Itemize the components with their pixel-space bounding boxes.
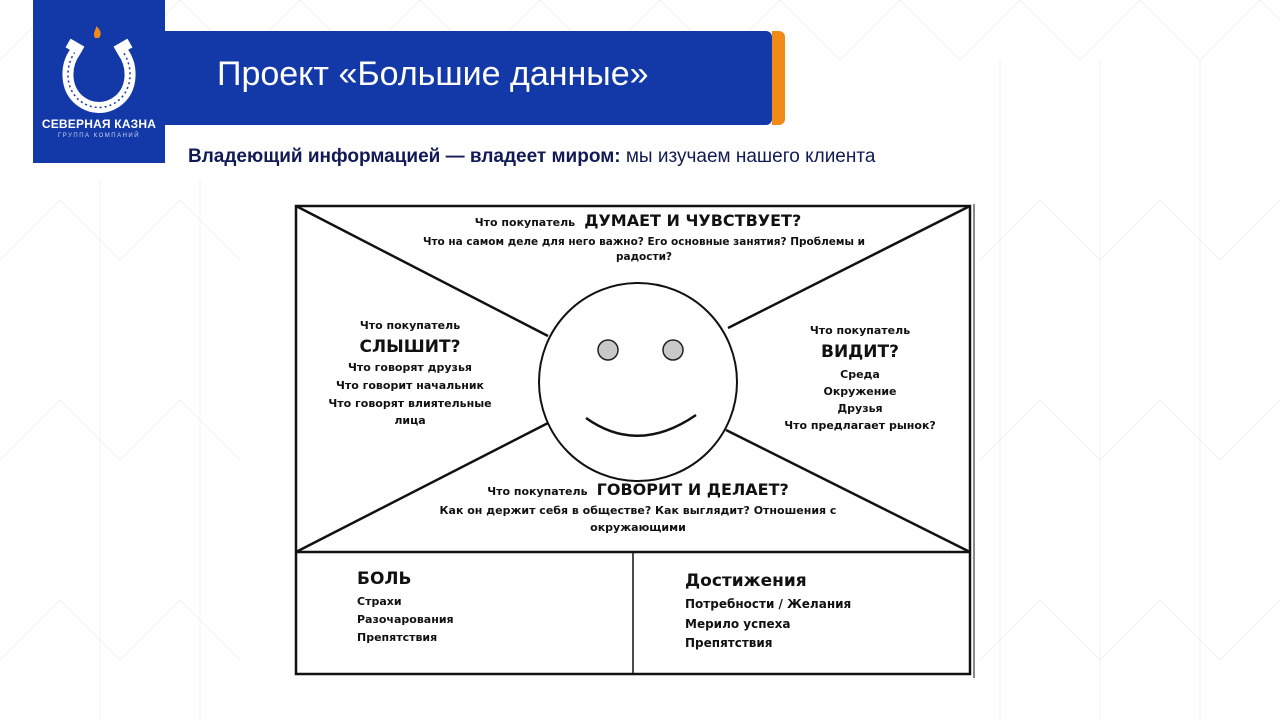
pain-line-3: Препятствия bbox=[357, 631, 438, 644]
face-right-eye bbox=[663, 340, 683, 360]
horseshoe-flame-icon bbox=[61, 26, 137, 116]
logo-subtitle: ГРУППА КОМПАНИЙ bbox=[57, 133, 141, 139]
say-do-line-2: окружающими bbox=[590, 521, 686, 534]
see-line-1: Среда bbox=[840, 368, 880, 381]
say-do-prefix: Что покупатель bbox=[487, 485, 588, 498]
empathy-map bbox=[290, 200, 980, 680]
think-feel-heading: ДУМАЕТ И ЧУВСТВУЕТ? bbox=[584, 211, 802, 230]
pain-line-1: Страхи bbox=[357, 595, 402, 608]
pain-line-2: Разочарования bbox=[357, 613, 454, 626]
company-logo bbox=[33, 0, 165, 163]
subtitle-normal: мы изучаем нашего клиента bbox=[620, 146, 876, 167]
logo-name: СЕВЕРНАЯ КАЗНА bbox=[41, 117, 157, 131]
think-feel-line-2: радости? bbox=[615, 251, 673, 263]
pain-heading: БОЛЬ bbox=[357, 569, 412, 589]
title-accent bbox=[772, 31, 785, 125]
hear-line-2: Что говорит начальник bbox=[335, 379, 485, 392]
subtitle-bold: Владеющий информацией — владеет миром: bbox=[188, 146, 621, 167]
gain-line-3: Препятствия bbox=[685, 636, 773, 650]
hear-heading: СЛЫШИТ? bbox=[359, 337, 461, 357]
hear-line-1: Что говорят друзья bbox=[348, 361, 472, 374]
hear-line-4: лица bbox=[394, 414, 426, 427]
see-line-4: Что предлагает рынок? bbox=[784, 419, 936, 432]
gain-heading: Достижения bbox=[685, 571, 807, 591]
see-heading: ВИДИТ? bbox=[820, 342, 900, 362]
hear-line-3: Что говорят влиятельные bbox=[328, 397, 492, 410]
subtitle bbox=[188, 146, 875, 168]
see-prefix: Что покупатель bbox=[809, 324, 911, 337]
say-do-line-1: Как он держит себя в обществе? Как выглядит? Отношения с bbox=[439, 504, 837, 517]
page-title: Проект «Большие данные» bbox=[217, 55, 649, 93]
hear-prefix: Что покупатель bbox=[359, 319, 461, 332]
smiley-face bbox=[539, 283, 737, 481]
title-bar bbox=[165, 31, 772, 125]
gain-line-1: Потребности / Желания bbox=[685, 597, 852, 611]
think-feel-prefix: Что покупатель bbox=[474, 216, 576, 229]
say-do-heading: ГОВОРИТ И ДЕЛАЕТ? bbox=[596, 480, 789, 499]
see-line-3: Друзья bbox=[837, 402, 883, 415]
gain-line-2: Мерило успеха bbox=[685, 617, 791, 631]
see-line-2: Окружение bbox=[823, 385, 897, 398]
think-feel-line-1: Что на самом деле для него важно? Его основные занятия? Проблемы и bbox=[422, 236, 866, 248]
face-left-eye bbox=[598, 340, 618, 360]
